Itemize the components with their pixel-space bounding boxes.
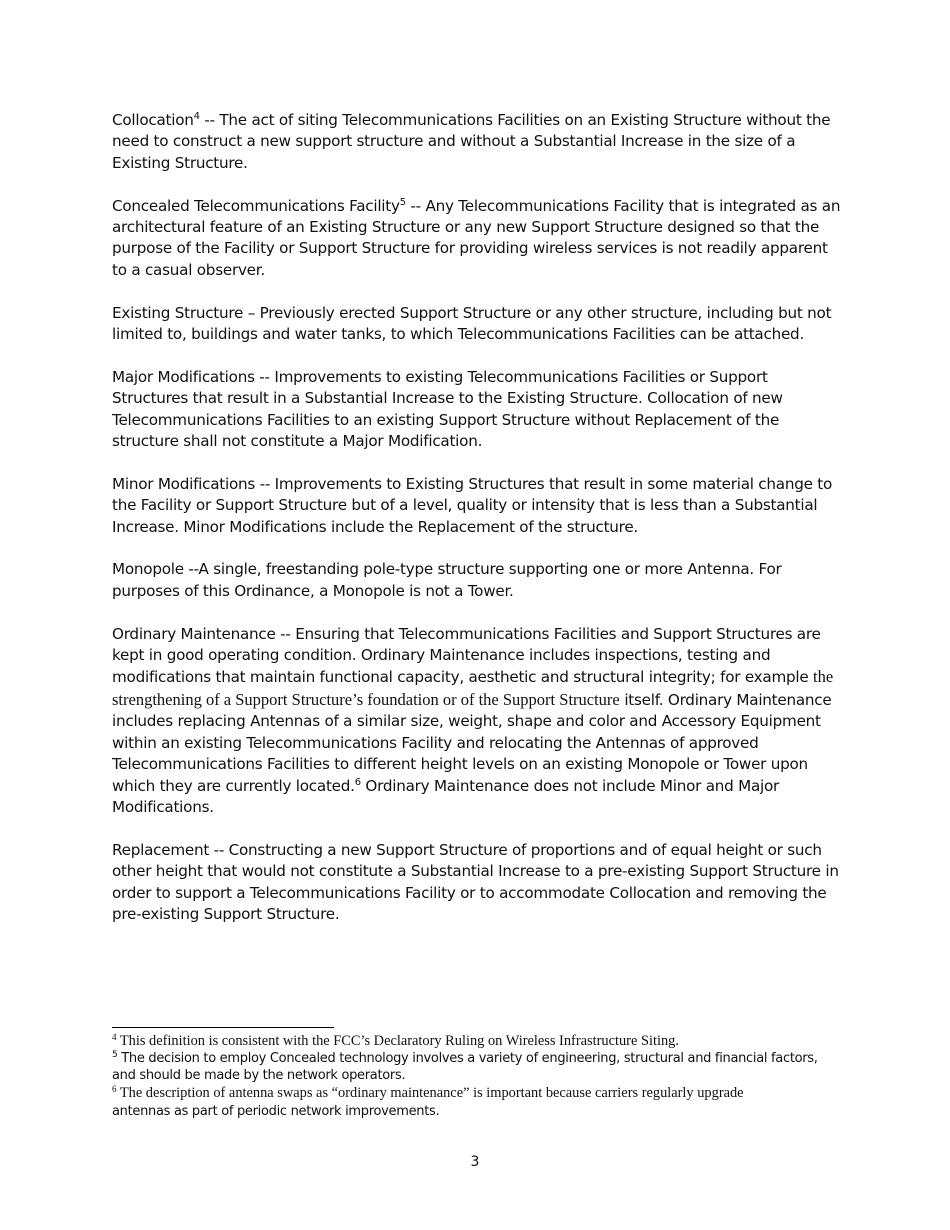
definition-text: --A single, freestanding pole-type structure supporting one or more Antenna. For purposes of this Ordinance, a Monopole is not a Tower.	[112, 560, 782, 600]
page-number: 3	[470, 1154, 480, 1170]
footnote-5	[112, 1050, 842, 1084]
definition-text: -- Improvements to Existing Structures that result in some material change to the Facility or Support Structure but of a level, quality or intensity that is less than a Substantial Increase. Minor Modifications include the Replacement of the structure.	[112, 474, 833, 536]
definition-term: Minor Modifications	[112, 474, 256, 493]
definition-text: -- Improvements to existing Telecommunications Facilities or Support Structures that result in a Substantial Increase to the Existing Structure. Collocation of new Telecommunications Facilities to an existing Support Structure without Replacement of the structure shall not constitute a Major Modification.	[112, 367, 783, 451]
definition-text: -- Any Telecommunications Facility that is integrated as an architectural feature of an Existing Structure or any new Support Structure designed so that the purpose of the Facility or Support Structure for providing wireless services is not readily apparent to a casual observer.	[112, 196, 841, 279]
footnote-ref: 4	[193, 111, 200, 122]
definition-term: Replacement	[112, 840, 210, 859]
definition-text: -- The act of siting Telecommunications Facilities on an Existing Structure without the need to construct a new support structure and without a Substantial Increase in the size of a Existing Structure.	[112, 111, 831, 172]
definition-text: -- Constructing a new Support Structure of proportions and of equal height or such other height that would not constitute a Substantial Increase to a pre-existing Support Structure in order to support a Telecommunications Facility or to accommodate Collocation and removing the pre-existing Support Structure.	[112, 840, 839, 923]
definition-minor-modifications	[112, 474, 842, 538]
footnote-number: 6	[112, 1084, 117, 1094]
definition-major-modifications	[112, 367, 842, 453]
footnote-ref: 6	[354, 776, 361, 788]
footnotes	[112, 1033, 842, 1120]
definition-term: Collocation	[112, 111, 194, 129]
definition-term: Ordinary Maintenance	[112, 624, 276, 643]
footnote-text: This definition is consistent with the FCC’s Declaratory Ruling on Wireless Infrastructure Siting.	[116, 1033, 679, 1049]
definition-text: Ordinary Maintenance does not include Minor and Major Modifications.	[112, 776, 780, 816]
definition-text-serif: the strengthening of a Support Structure’s foundation or of the Support Structure	[112, 667, 834, 709]
definition-replacement	[112, 840, 842, 926]
definition-term: Monopole	[112, 560, 184, 579]
footnote-4	[112, 1033, 842, 1050]
footnote-number: 5	[112, 1050, 118, 1060]
footnote-text: The description of antenna swaps as “ordinary maintenance” is important because carriers regularly upgrade	[116, 1085, 744, 1101]
definition-monopole	[112, 559, 842, 602]
footnote-text: The decision to employ Concealed technology involves a variety of engineering, structural and financial factors, and should be made by the network operators.	[112, 1051, 818, 1083]
definition-concealed-facility	[112, 196, 842, 282]
definition-term: Major Modifications	[112, 367, 255, 386]
definition-text: -- Ensuring that Telecommunications Facilities and Support Structures are kept in good operating condition. Ordinary Maintenance includes inspections, testing and modifications that maintain functional capacity, aesthetic and structural integrity; for example	[112, 624, 821, 687]
definition-existing-structure	[112, 303, 842, 346]
footnote-divider	[112, 1027, 334, 1028]
footnote-number: 4	[112, 1032, 117, 1042]
definition-text: itself. Ordinary Maintenance includes replacing Antennas of a similar size, weight, shape and color and Accessory Equipment within an existing Telecommunications Facility and relocating the Antennas of approved Telecommunications Facilities to different height levels on an existing Monopole or Tower upon which they are currently located.	[112, 690, 832, 795]
definition-text: – Previously erected Support Structure or any other structure, including but not limited to, buildings and water tanks, to which Telecommunications Facilities can be attached.	[112, 303, 832, 344]
definition-term: Concealed Telecommunications Facility	[112, 196, 400, 215]
definition-collocation	[112, 110, 842, 174]
definition-ordinary-maintenance	[112, 624, 842, 819]
footnote-6	[112, 1084, 842, 1120]
document-body	[112, 110, 842, 947]
definition-term: Existing Structure	[112, 303, 244, 322]
footnote-text: antennas as part of periodic network improvements.	[112, 1104, 440, 1119]
footnote-ref: 5	[399, 196, 406, 208]
